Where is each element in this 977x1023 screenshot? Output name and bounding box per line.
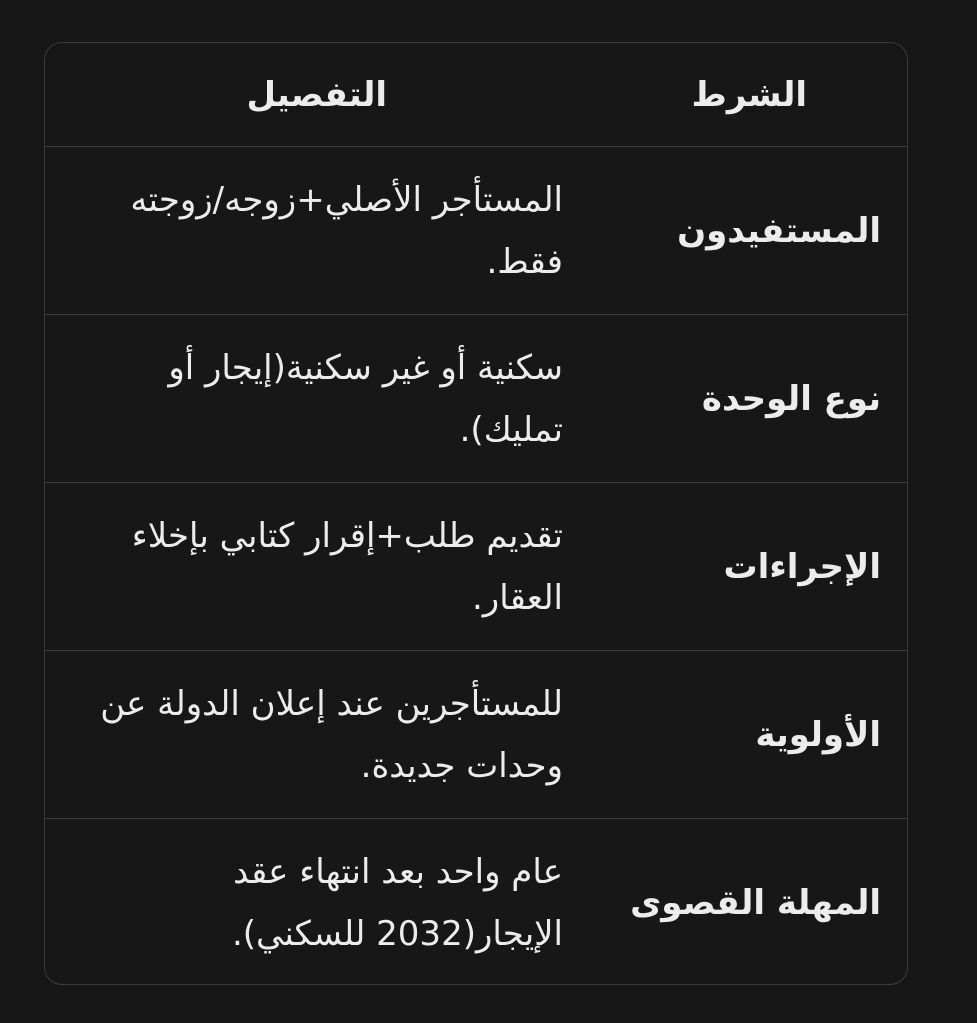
row-detail: عام واحد بعد انتهاء عقد الإيجار(2032 للسكني).	[231, 852, 563, 954]
table-row	[45, 315, 907, 483]
row-detail: للمستأجرين عند إعلان الدولة عن وحدات جديدة.	[100, 683, 563, 786]
header-detail: التفصيل	[246, 74, 387, 115]
row-detail: المستأجر الأصلي+زوجه/زوجته فقط.	[130, 179, 563, 282]
row-condition: الإجراءات	[723, 546, 881, 587]
row-detail: سكنية أو غير سكنية(إيجار أو تمليك).	[168, 347, 563, 450]
header-condition: الشرط	[691, 74, 807, 115]
table-row	[45, 651, 907, 819]
row-detail: تقديم طلب+إقرار كتابي بإخلاء العقار.	[131, 515, 563, 618]
row-condition: المهلة القصوى	[630, 883, 881, 923]
row-condition: المستفيدون	[677, 210, 881, 251]
row-condition: نوع الوحدة	[701, 378, 881, 419]
table-header-row	[45, 43, 907, 147]
row-detail-cell	[45, 147, 587, 314]
row-detail-cell	[45, 315, 587, 482]
row-detail-cell	[45, 651, 587, 818]
row-detail-cell	[45, 483, 587, 650]
table-row	[45, 819, 907, 985]
table-row	[45, 147, 907, 315]
table-row	[45, 483, 907, 651]
row-detail-cell	[45, 819, 587, 985]
conditions-table	[44, 42, 908, 985]
row-condition: الأولوية	[755, 714, 881, 755]
